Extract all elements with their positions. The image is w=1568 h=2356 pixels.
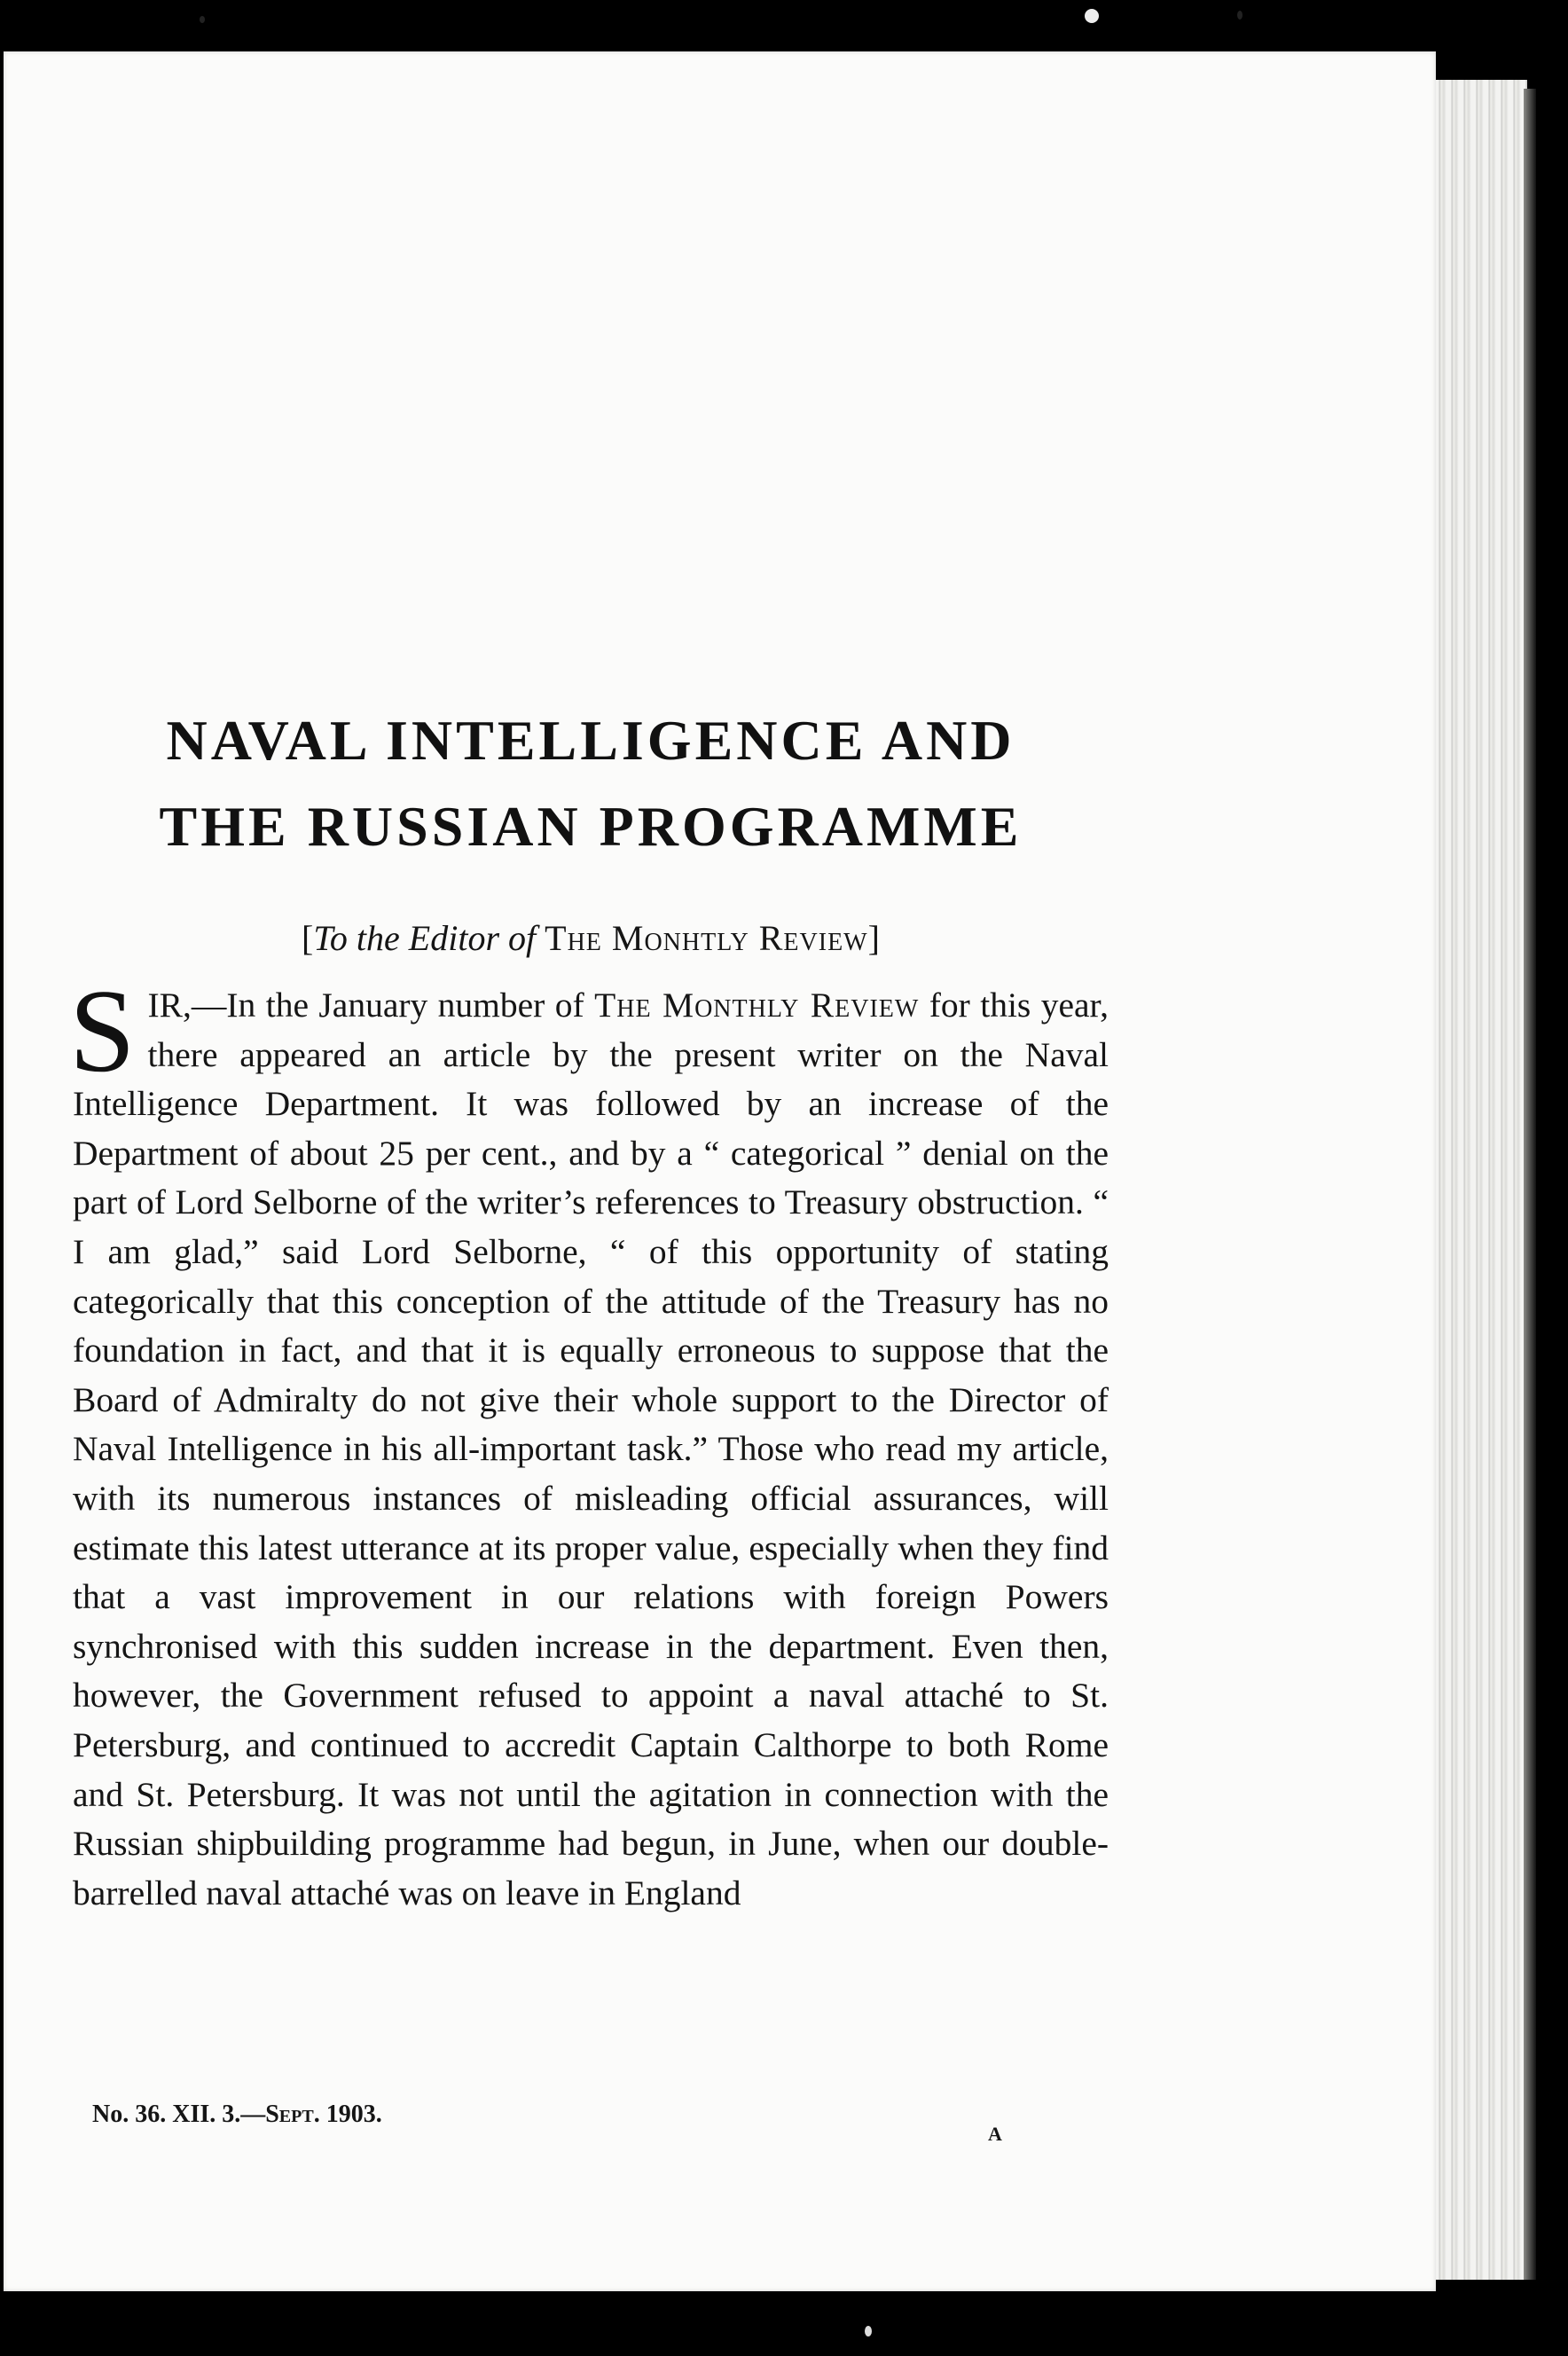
body-opening: IR,—In the January number of (147, 986, 595, 1025)
dedication-italic: To the Editor of (313, 918, 537, 958)
scan-speck (200, 16, 205, 23)
dedication-open-bracket: [ (302, 918, 314, 958)
drop-cap: S (69, 965, 136, 1096)
footer-issue: No. 36. XII. 3.— (92, 2101, 266, 2128)
scan-speck (1085, 9, 1099, 23)
article-body (69, 965, 1109, 1918)
dedication-journal: The Monhtly Review (545, 918, 868, 958)
scan-speck (1237, 11, 1243, 20)
signature-mark: A (988, 2123, 1002, 2145)
footer-year: 1903. (319, 2101, 382, 2128)
footer-month: Sept. (265, 2101, 320, 2128)
dedication-line (67, 912, 1114, 965)
body-journal-name: The Monthly Review (594, 986, 920, 1025)
page-footer (92, 2100, 1068, 2130)
article-title (67, 697, 1114, 869)
book-page (4, 51, 1436, 2291)
scan-speck (865, 2326, 872, 2336)
title-line-2: THE RUSSIAN PROGRAMME (159, 795, 1023, 858)
body-paragraph: for this year, there appeared an article by the present writer on the Naval Intelligence Department. It was followed by an increase of the Department of about 25 per cent., and by a “ categorical ” denial on the part of Lord Selborne of the writer’s references to Treasury obstruction. “ I am glad,” said Lord Selborne, “ of this opportunity of stating categorically that this conception of the attitude of the Treasury has no foundation in fact, and that it is equally erroneous to suppose that the Board of Admiralty do not give their whole support to the Director of Naval Intelligence in his all-important task.” Those who read my article, with its numerous instances of misleading official assurances, will estimate this latest utterance at its proper value, especially when they find that a vast improvement in our relations with foreign Powers synchronised with this sudden increase in the department. Even then, however, the Government refused to appoint a naval attaché to St. Petersburg, and continued to accredit Captain Calthorpe to both Rome and St. Petersburg. It was not until the agitation in connection with the Russian shipbuilding programme had begun, in June, when our double-barrelled naval attaché was on leave in England (73, 986, 1109, 1912)
title-line-1: NAVAL INTELLIGENCE AND (166, 709, 1015, 772)
book-edge-shadow (1524, 89, 1536, 2280)
dedication-close-bracket: ] (867, 918, 880, 958)
